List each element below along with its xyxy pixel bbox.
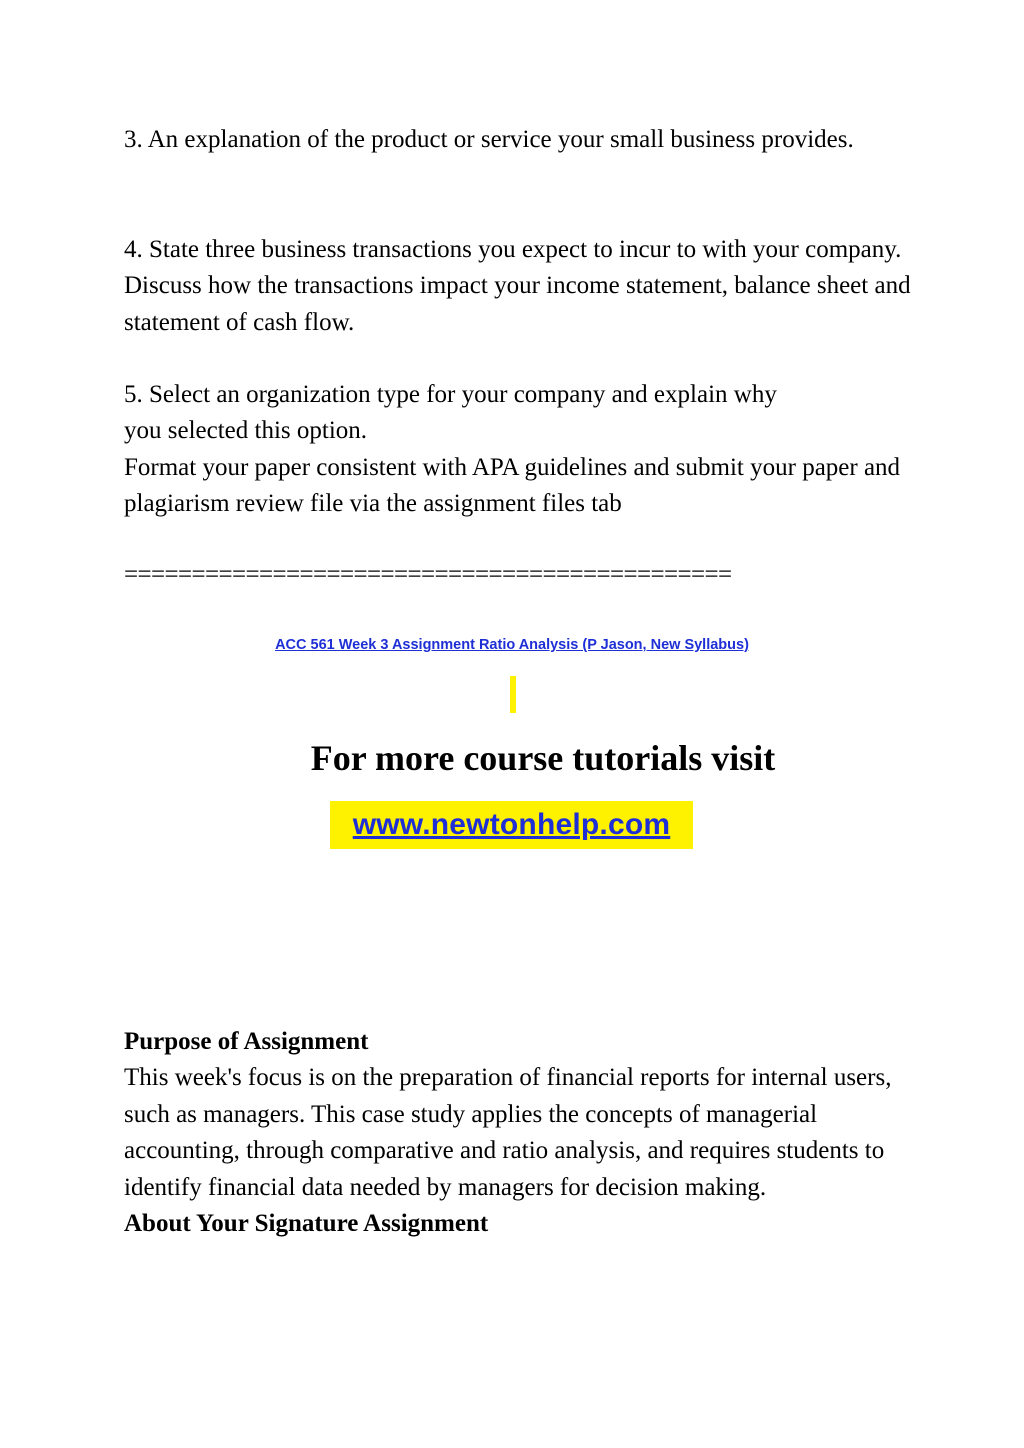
purpose-heading: Purpose of Assignment [124, 1028, 369, 1055]
format-note: Format your paper consistent with APA guidelines and submit your paper and plagiarism review file via the assignment files tab [124, 453, 901, 518]
item-4-paragraph [124, 232, 924, 341]
promo-heading: For more course tutorials visit [310, 738, 776, 778]
signature-assignment-heading: About Your Signature Assignment [124, 1210, 489, 1238]
course-link-line [0, 634, 1024, 656]
item-5-line-1: 5. Select an organization type for your company and explain why [124, 381, 777, 408]
separator-line: ============================================= [124, 561, 732, 588]
item-4-text: 4. State three business transactions you expect to incur to with your company. Discuss how the transactions impact your income statement, balance sheet and statement of cash flow. [124, 236, 911, 336]
purpose-section [124, 1024, 924, 1242]
item-3-text: 3. An explanation of the product or service your small business provides. [124, 126, 854, 153]
item-5-paragraph [124, 377, 924, 523]
text-cursor-highlight [510, 676, 516, 713]
course-link[interactable]: ACC 561 Week 3 Assignment Ratio Analysis (P Jason, New Syllabus) [275, 637, 749, 653]
site-link[interactable]: www.newtonhelp.com [352, 808, 671, 841]
item-5-line-2: you selected this option. [124, 417, 368, 445]
site-link-highlight [330, 801, 693, 849]
purpose-body: This week's focus is on the preparation of financial reports for internal users, such as managers. This case study applies the concepts of managerial accounting, through comparative and ratio analysis, and requires students to identify financial data needed by managers for decision making. [124, 1064, 892, 1201]
item-3-paragraph [124, 122, 924, 158]
